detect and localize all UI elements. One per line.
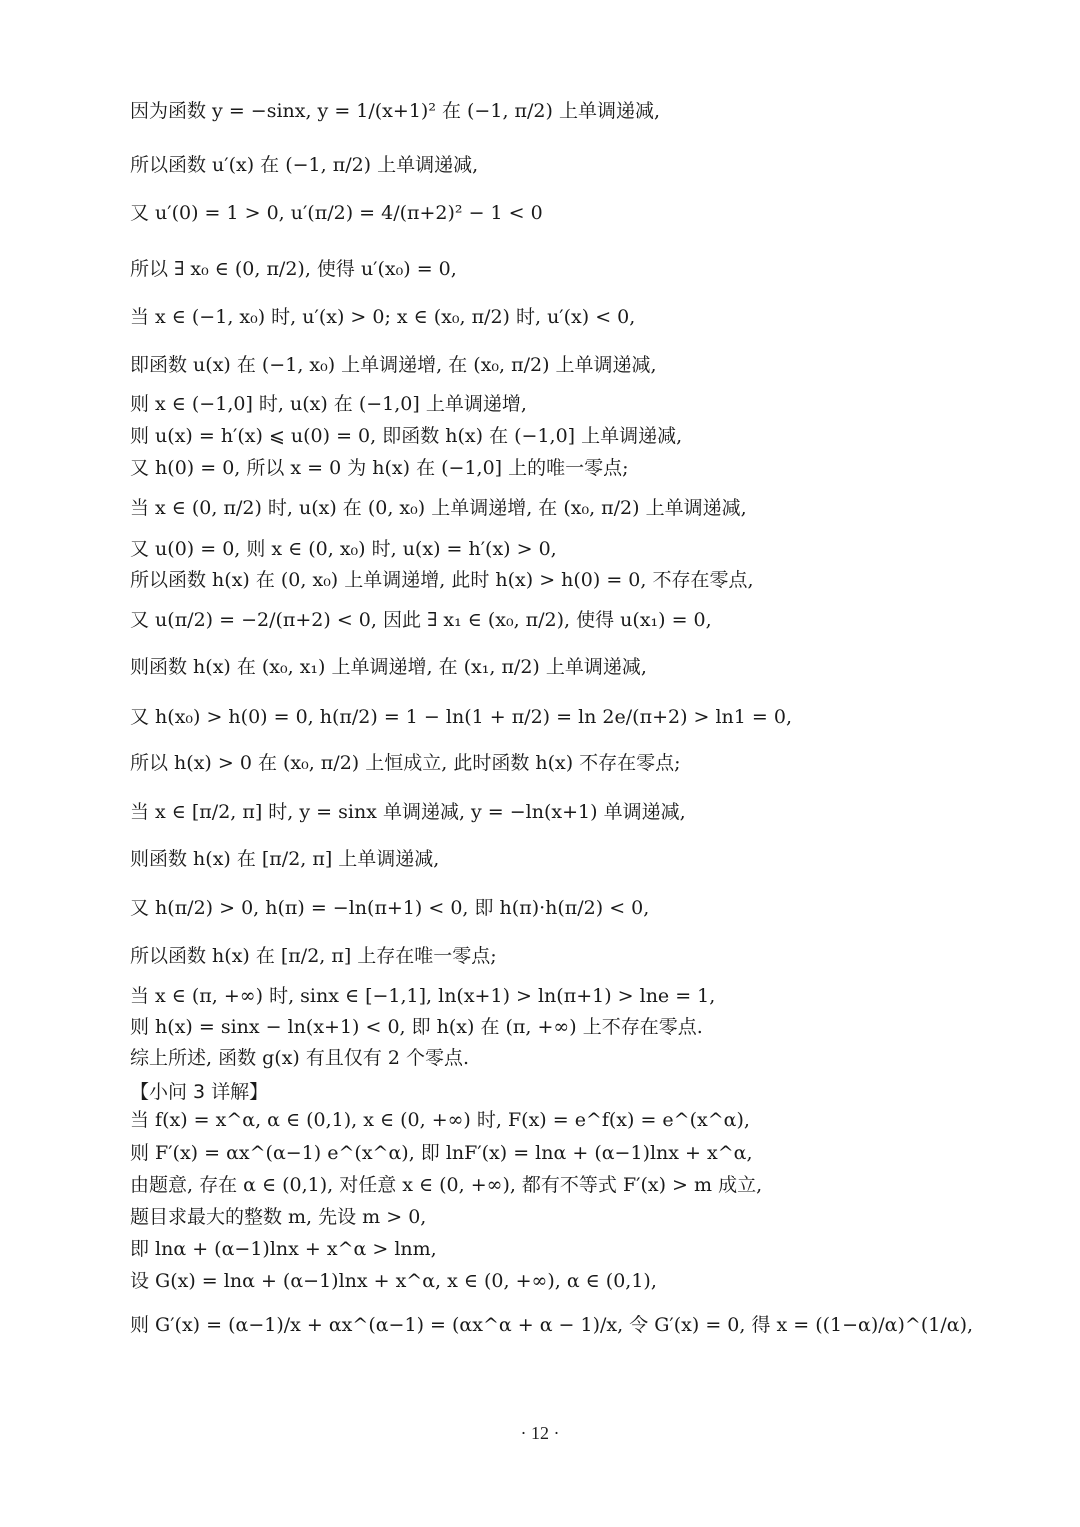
- line-27: 由题意, 存在 α ∈ (0,1), 对任意 x ∈ (0, +∞), 都有不等式 F′(x) > m 成立,: [130, 1174, 763, 1196]
- line-26: 则 F′(x) = αx^(α−1) e^(x^α), 即 lnF′(x) = lnα + (α−1)lnx + x^α,: [130, 1142, 753, 1164]
- section-heading: 【小问 3 详解】: [130, 1081, 269, 1103]
- line-5: 当 x ∈ (−1, x₀) 时, u′(x) > 0; x ∈ (x₀, π/2) 时, u′(x) < 0,: [130, 306, 636, 328]
- line-20: 所以函数 h(x) 在 [π/2, π] 上存在唯一零点;: [130, 945, 497, 967]
- line-10: 当 x ∈ (0, π/2) 时, u(x) 在 (0, x₀) 上单调递增, 在 (x₀, π/2) 上单调递减,: [130, 497, 747, 519]
- line-3: 又 u′(0) = 1 > 0, u′(π/2) = 4/(π+2)² − 1 < 0: [130, 202, 543, 224]
- line-9: 又 h(0) = 0, 所以 x = 0 为 h(x) 在 (−1,0] 上的唯一零点;: [130, 457, 629, 479]
- line-17: 当 x ∈ [π/2, π] 时, y = sinx 单调递减, y = −ln(x+1) 单调递减,: [130, 801, 686, 823]
- line-21: 当 x ∈ (π, +∞) 时, sinx ∈ [−1,1], ln(x+1) > ln(π+1) > lne = 1,: [130, 985, 716, 1007]
- line-4: 所以 ∃ x₀ ∈ (0, π/2), 使得 u′(x₀) = 0,: [130, 258, 457, 280]
- line-1: 因为函数 y = −sinx, y = 1/(x+1)² 在 (−1, π/2) 上单调递减,: [130, 100, 660, 122]
- line-30: 设 G(x) = lnα + (α−1)lnx + x^α, x ∈ (0, +∞), α ∈ (0,1),: [130, 1270, 657, 1292]
- line-25: 当 f(x) = x^α, α ∈ (0,1), x ∈ (0, +∞) 时, F(x) = e^f(x) = e^(x^α),: [130, 1109, 750, 1131]
- line-14: 则函数 h(x) 在 (x₀, x₁) 上单调递增, 在 (x₁, π/2) 上单调递减,: [130, 656, 647, 678]
- line-22: 则 h(x) = sinx − ln(x+1) < 0, 即 h(x) 在 (π, +∞) 上不存在零点.: [130, 1016, 703, 1038]
- line-2: 所以函数 u′(x) 在 (−1, π/2) 上单调递减,: [130, 154, 479, 176]
- page-number: · 12 ·: [520, 1423, 560, 1443]
- line-15: 又 h(x₀) > h(0) = 0, h(π/2) = 1 − ln(1 + π/2) = ln 2e/(π+2) > ln1 = 0,: [130, 706, 793, 728]
- line-8: 则 u(x) = h′(x) ⩽ u(0) = 0, 即函数 h(x) 在 (−1,0] 上单调递减,: [130, 425, 683, 447]
- line-28: 题目求最大的整数 m, 先设 m > 0,: [130, 1206, 427, 1228]
- line-12: 所以函数 h(x) 在 (0, x₀) 上单调递增, 此时 h(x) > h(0) = 0, 不存在零点,: [130, 569, 754, 591]
- line-23: 综上所述, 函数 g(x) 有且仅有 2 个零点.: [130, 1047, 470, 1069]
- line-29: 即 lnα + (α−1)lnx + x^α > lnm,: [130, 1238, 437, 1260]
- line-16: 所以 h(x) > 0 在 (x₀, π/2) 上恒成立, 此时函数 h(x) 不存在零点;: [130, 752, 681, 774]
- line-18: 则函数 h(x) 在 [π/2, π] 上单调递减,: [130, 848, 440, 870]
- line-19: 又 h(π/2) > 0, h(π) = −ln(π+1) < 0, 即 h(π)·h(π/2) < 0,: [130, 897, 650, 919]
- line-7: 则 x ∈ (−1,0] 时, u(x) 在 (−1,0] 上单调递增,: [130, 393, 527, 415]
- line-13: 又 u(π/2) = −2/(π+2) < 0, 因此 ∃ x₁ ∈ (x₀, π/2), 使得 u(x₁) = 0,: [130, 609, 712, 631]
- line-11: 又 u(0) = 0, 则 x ∈ (0, x₀) 时, u(x) = h′(x) > 0,: [130, 538, 557, 560]
- line-6: 即函数 u(x) 在 (−1, x₀) 上单调递增, 在 (x₀, π/2) 上单调递减,: [130, 354, 657, 376]
- line-31: 则 G′(x) = (α−1)/x + αx^(α−1) = (αx^α + α − 1)/x, 令 G′(x) = 0, 得 x = ((1−α)/α)^(1/α),: [130, 1314, 974, 1336]
